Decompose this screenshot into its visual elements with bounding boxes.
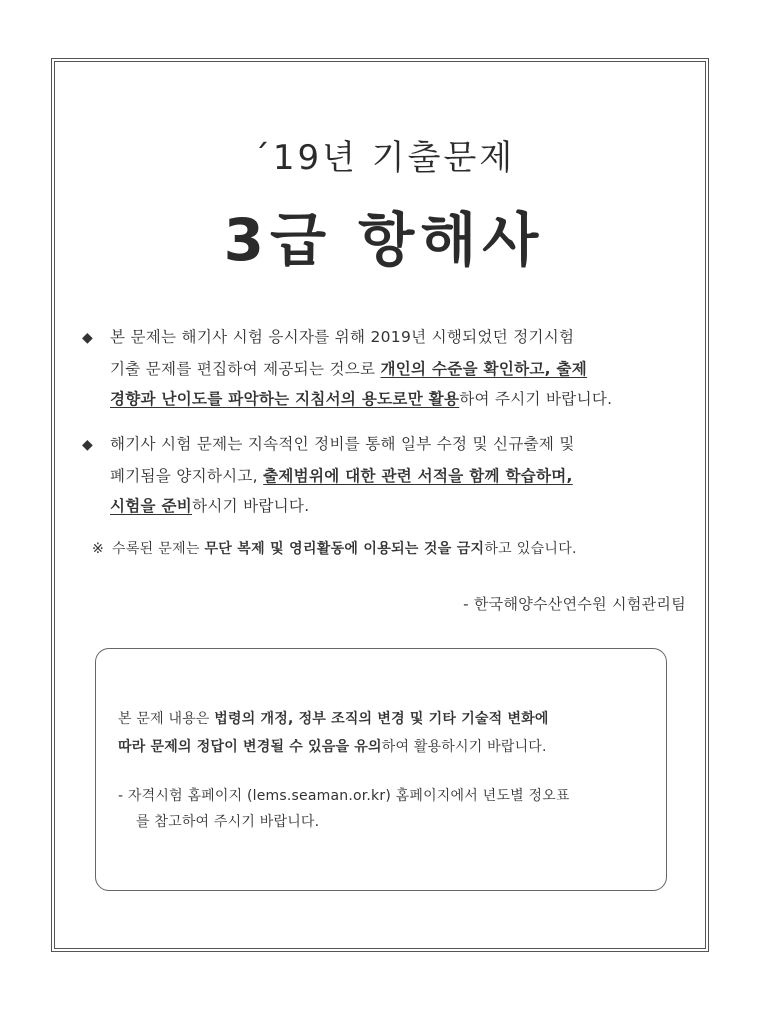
issuer-signature: - 한국해양수산연수원 시험관리팀 xyxy=(463,595,686,613)
box-emphasis: 따라 문제의 정답이 변경될 수 있음을 유의 xyxy=(118,739,382,755)
box-line xyxy=(118,705,658,733)
box-errata-note xyxy=(118,783,658,835)
paragraph-text: 해기사 시험 문제는 지속적인 정비를 통해 일부 수정 및 신규출제 및 xyxy=(110,435,575,453)
paragraph-line xyxy=(82,354,688,385)
diamond-bullet-icon: ◆ xyxy=(82,330,94,346)
paragraph-line xyxy=(82,384,688,415)
intro-paragraph xyxy=(82,322,688,415)
paragraph-text: 기출 문제를 편집하여 제공되는 것으로 xyxy=(110,359,381,378)
paragraph-text: 본 문제는 해기사 시험 응시자를 위해 2019년 시행되었던 정기시험 xyxy=(110,328,575,346)
notice-text: 수록된 문제는 xyxy=(112,541,205,557)
box-note-line: - 자격시험 홈페이지 (lems.seaman.or.kr) 홈페이지에서 년도별 정오표 xyxy=(118,788,570,804)
reference-mark-icon: ※ xyxy=(92,541,105,557)
box-main-text xyxy=(118,705,658,761)
diamond-bullet-icon: ◆ xyxy=(82,437,94,453)
revision-paragraph xyxy=(82,429,688,522)
paragraph-line xyxy=(82,429,688,461)
box-line xyxy=(118,733,658,761)
notice-box xyxy=(95,648,667,891)
paragraph-line xyxy=(82,461,688,492)
box-emphasis: 법령의 개정, 정부 조직의 변경 및 기타 기술적 변화에 xyxy=(214,711,549,727)
emphasis-text: 출제범위에 대한 관련 서적을 함께 학습하며, xyxy=(263,466,573,485)
copyright-notice xyxy=(92,538,577,558)
emphasis-text: 시험을 준비 xyxy=(110,497,193,515)
exam-title: 3급 항해사 xyxy=(223,206,545,274)
paragraph-text: 하시기 바랍니다. xyxy=(192,497,310,515)
box-text: 본 문제 내용은 xyxy=(118,711,215,727)
emphasis-text: 경향과 난이도를 파악하는 지침서의 용도로만 활용 xyxy=(110,390,460,408)
box-text: 하여 활용하시기 바랍니다. xyxy=(381,739,547,755)
emphasis-text: 개인의 수준을 확인하고, 출제 xyxy=(380,359,588,378)
notice-emphasis: 무단 복제 및 영리활동에 이용되는 것을 금지 xyxy=(204,541,485,557)
paragraph-line xyxy=(82,322,688,354)
box-note-line: 를 참고하여 주시기 바랍니다. xyxy=(136,814,320,830)
paragraph-text: 폐기됨을 양지하시고, xyxy=(110,466,264,485)
notice-text: 하고 있습니다. xyxy=(484,541,577,557)
exam-year-subtitle: ´19년 기출문제 xyxy=(252,138,516,178)
paragraph-line xyxy=(82,491,688,522)
paragraph-text: 하여 주시기 바랍니다. xyxy=(459,390,613,408)
